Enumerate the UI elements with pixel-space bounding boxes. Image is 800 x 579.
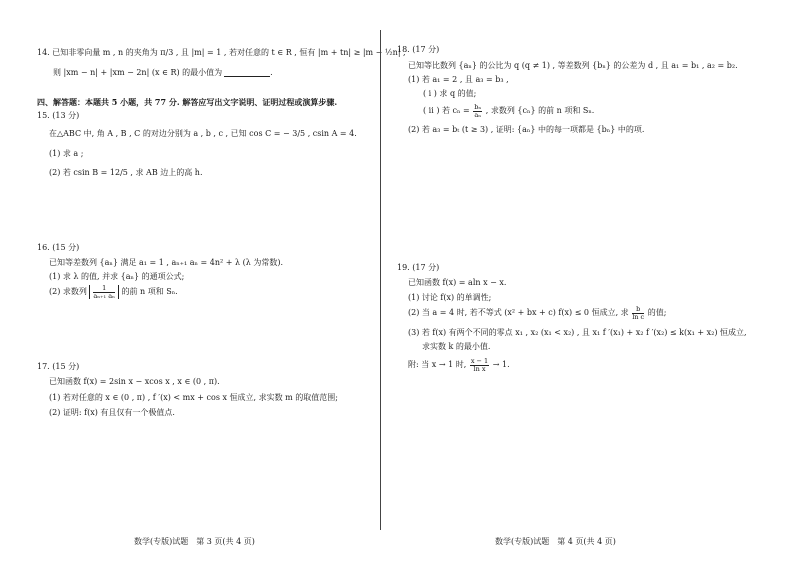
q19-part3-line1: (3) 若 f(x) 有两个不同的零点 x₁ , x₂ (x₁ < x₂) , 且 x₁ f ′(x₁) + x₂ f ′(x₂) ≤ k(x₁ + x₂) 恒成立, [408, 328, 747, 337]
q19-stem: 已知函数 f(x) = aln x − x. [408, 278, 507, 287]
q18-part1-ii-prefix: ( ⅱ ) 若 cₙ = [423, 106, 470, 115]
q16-frac-den: aₙ₊₁ aₙ [93, 291, 115, 300]
page-footer-3: 数学(专版)试题 第 3 页(共 4 页) [134, 537, 255, 546]
q16-frac-num: 1 [93, 285, 114, 293]
sequence-bracket [89, 285, 118, 299]
q19-part2-prefix: (2) 当 a = 4 时, 若不等式 (x² + bx + c) f(x) ≤ 0 恒成立, 求 [408, 308, 629, 317]
q18-title: 18. (17 分) [397, 45, 440, 54]
page-4 [381, 0, 800, 579]
q15-part1: (1) 求 a ; [49, 149, 84, 158]
q19-note [408, 358, 510, 372]
q18-part2: (2) 若 a₃ = bₜ (t ≥ 3) , 证明: {aₙ} 中的每一项都是 {bₙ} 中的项. [408, 125, 645, 134]
q18-part1-i: ( ⅰ ) 求 q 的值; [423, 89, 477, 98]
q18-fraction [473, 104, 482, 118]
q14-line1: 14. 已知非零向量 m , n 的夹角为 π/3 , 且 |m| = 1 , 若对任意的 t ∈ R , 恒有 |m + tn| ≥ |m − ½n| , [37, 48, 406, 57]
q14-line2-end: . [270, 68, 273, 77]
q19-frac-num: b [632, 306, 644, 314]
q14-line2 [53, 68, 273, 78]
q18-part1-ii [423, 104, 594, 118]
q16-part2 [49, 285, 178, 299]
q19-note-suffix: → 1. [492, 360, 510, 369]
q16-title: 16. (15 分) [37, 243, 80, 252]
answer-blank [224, 68, 270, 77]
q16-stem: 已知等差数列 {aₙ} 满足 a₁ = 1 , aₙ₊₁ aₙ = 4n² + λ (λ 为常数). [49, 258, 283, 267]
q19-fraction [632, 306, 644, 320]
q15-part2: (2) 若 csin B = 12/5 , 求 AB 边上的高 h. [49, 168, 203, 177]
q16-part2-prefix: (2) 求数列 [49, 287, 87, 296]
q19-note-den: ln x [473, 364, 486, 373]
q19-part1: (1) 讨论 f(x) 的单调性; [408, 293, 492, 302]
q19-title: 19. (17 分) [397, 263, 440, 272]
q18-part1: (1) 若 a₁ = 2 , 且 a₃ = b₃ , [408, 75, 509, 84]
q18-stem: 已知等比数列 {aₙ} 的公比为 q (q ≠ 1) , 等差数列 {bₙ} 的公差为 d , 且 a₁ = b₁ , a₂ = b₂. [408, 61, 738, 70]
q19-note-num: x − 1 [470, 357, 489, 365]
q17-part2: (2) 证明: f(x) 有且仅有一个极值点. [49, 408, 175, 417]
q19-note-prefix: 附: 当 x → 1 时, [408, 360, 467, 369]
q16-fraction [93, 285, 114, 299]
q14-line2-text: 则 |xm − n| + |xm − 2n| (x ∈ R) 的最小值为 [53, 68, 223, 77]
page-footer-4: 数学(专版)试题 第 4 页(共 4 页) [495, 537, 616, 546]
section-header: 四、解答题：本题共 5 小题，共 77 分. 解答应写出文字说明、证明过程或演算步骤. [37, 97, 338, 107]
q16-part2-suffix: 的前 n 项和 Sₙ. [121, 287, 178, 296]
q18-frac-den: aₙ [474, 110, 482, 119]
q18-part1-ii-suffix: , 求数列 {cₙ} 的前 n 项和 Sₙ. [485, 106, 595, 115]
q19-note-fraction [470, 358, 489, 372]
q19-part3-line2: 求实数 k 的最小值. [422, 342, 491, 351]
q17-title: 17. (15 分) [37, 362, 80, 371]
q16-part1: (1) 求 λ 的值, 并求 {aₙ} 的通项公式; [49, 272, 185, 281]
q19-frac-den: ln c [632, 312, 645, 321]
q17-stem: 已知函数 f(x) = 2sin x − xcos x , x ∈ (0 , π). [49, 377, 220, 386]
q15-stem: 在△ABC 中, 角 A , B , C 的对边分别为 a , b , c , 已知 cos C = − 3/5 , csin A = 4. [49, 129, 357, 138]
q18-frac-num: bₙ [474, 103, 482, 111]
q17-part1: (1) 若对任意的 x ∈ (0 , π) , f ′(x) < mx + cos x 恒成立, 求实数 m 的取值范围; [49, 393, 338, 402]
q15-title: 15. (13 分) [37, 111, 80, 120]
q19-part2-suffix: 的值; [647, 308, 667, 317]
q19-part2 [408, 306, 666, 320]
